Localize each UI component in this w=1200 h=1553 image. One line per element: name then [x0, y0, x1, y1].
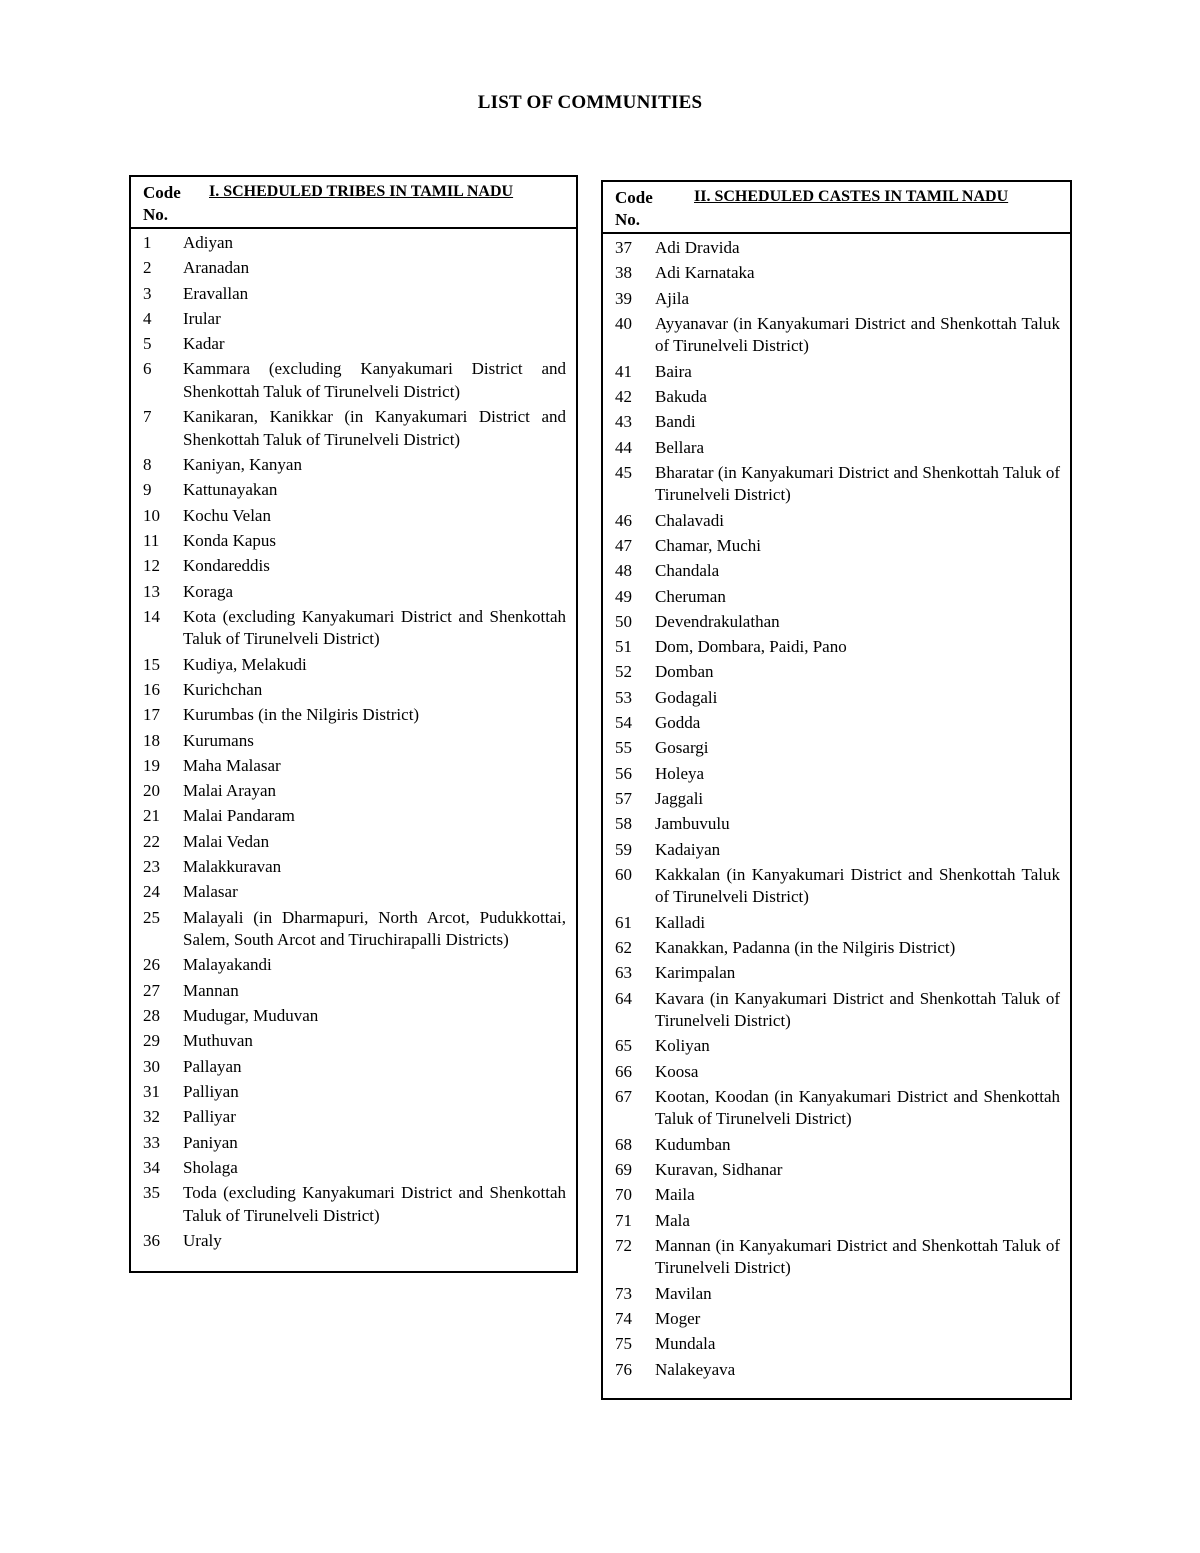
code-number: 15 [143, 654, 160, 674]
community-name: Devendrakulathan [655, 611, 780, 631]
code-number: 23 [143, 857, 160, 877]
list-item [143, 805, 566, 828]
community-name: Baira [655, 361, 692, 381]
code-number: 68 [615, 1134, 632, 1154]
code-number: 63 [615, 963, 632, 983]
community-name: Kuravan, Sidhanar [655, 1160, 783, 1179]
community-name: Adi Dravida [655, 238, 740, 257]
community-name: Kurumbas (in the Nilgiris District) [183, 705, 420, 725]
community-name: Kurumans [183, 730, 254, 750]
code-number: 3 [143, 283, 152, 303]
community-name: Mannan (in Kanyakumari District and Shenkottah Taluk of Tirunelveli District) [655, 1235, 1060, 1278]
list-item [615, 586, 1060, 609]
scheduled-tribes-list [131, 229, 576, 1252]
community-name: Muthuvan [183, 1031, 253, 1051]
community-name: Aranadan [183, 258, 250, 278]
code-no-header [615, 187, 653, 231]
list-item [143, 881, 566, 904]
list-item [143, 505, 566, 528]
code-number: 11 [143, 530, 160, 550]
code-number: 32 [143, 1107, 160, 1127]
list-item [615, 1134, 1060, 1157]
community-name: Koosa [655, 1061, 699, 1081]
community-name: Eravallan [183, 283, 249, 303]
community-name: Holeya [655, 763, 705, 783]
page-title: LIST OF COMMUNITIES [477, 92, 703, 113]
community-name: Bandi [655, 412, 696, 432]
code-number: 9 [143, 480, 152, 500]
code-number: 60 [615, 864, 632, 884]
code-number: 49 [615, 586, 632, 606]
list-item [143, 907, 566, 952]
code-number: 5 [143, 334, 152, 354]
community-name: Malayakandi [183, 955, 272, 975]
code-number: 47 [615, 535, 632, 555]
list-item [143, 454, 566, 477]
code-number: 48 [615, 561, 632, 581]
code-number: 59 [615, 839, 632, 859]
code-number: 52 [615, 662, 632, 682]
community-name: Kudiya, Melakudi [183, 654, 307, 674]
list-item [615, 535, 1060, 558]
list-item [143, 1081, 566, 1104]
community-name: Maha Malasar [183, 755, 281, 775]
code-number: 12 [143, 556, 160, 576]
list-item [615, 510, 1060, 533]
code-number: 66 [615, 1061, 632, 1081]
code-number: 55 [615, 738, 632, 758]
code-number: 56 [615, 763, 632, 783]
code-number: 72 [615, 1235, 632, 1255]
code-number: 57 [615, 788, 632, 808]
list-item [143, 1132, 566, 1155]
community-name: Jaggali [655, 788, 704, 808]
community-name: Sholaga [183, 1157, 238, 1177]
community-name: Kanikaran, Kanikkar (in Kanyakumari District and Shenkottah Taluk of Tirunelveli District) [183, 407, 566, 449]
list-item [615, 262, 1060, 285]
list-item [615, 712, 1060, 735]
community-name: Kakkalan (in Kanyakumari District and Shenkottah Taluk of Tirunelveli District) [655, 864, 1060, 907]
list-item [143, 856, 566, 879]
no-label: No. [143, 205, 169, 224]
list-item [615, 763, 1060, 786]
list-item [615, 560, 1060, 583]
list-item [615, 437, 1060, 460]
community-name: Bakuda [655, 386, 707, 406]
list-item [615, 1359, 1060, 1382]
list-item [143, 980, 566, 1003]
list-item [143, 308, 566, 331]
code-number: 6 [143, 359, 152, 379]
list-item [615, 962, 1060, 985]
list-item [615, 1159, 1060, 1182]
community-name: Gosargi [655, 738, 709, 758]
code-number: 53 [615, 687, 632, 707]
community-name: Mavilan [655, 1283, 712, 1303]
code-number: 39 [615, 288, 632, 308]
code-number: 54 [615, 713, 632, 733]
list-item [143, 1005, 566, 1028]
community-name: Pallayan [183, 1056, 242, 1076]
code-number: 46 [615, 510, 632, 530]
code-number: 40 [615, 313, 632, 333]
code-label: Code [143, 183, 181, 202]
community-name: Palliyar [183, 1107, 236, 1127]
community-name: Ayyanavar (in Kanyakumari District and Shenkottah Taluk of Tirunelveli District) [655, 313, 1060, 356]
list-item [143, 654, 566, 677]
community-name: Koraga [183, 581, 234, 601]
list-item [615, 1035, 1060, 1058]
code-number: 13 [143, 581, 160, 601]
community-name: Malai Arayan [183, 781, 276, 801]
scheduled-tribes-header [131, 177, 576, 229]
code-number: 62 [615, 937, 632, 957]
scheduled-tribes-table [129, 175, 578, 1273]
list-item [615, 361, 1060, 384]
community-name: Kadaiyan [655, 839, 721, 859]
list-item [143, 530, 566, 553]
code-number: 33 [143, 1132, 160, 1152]
list-item [143, 730, 566, 753]
code-number: 42 [615, 386, 632, 406]
list-item [143, 755, 566, 778]
community-name: Chamar, Muchi [655, 535, 762, 555]
community-name: Godda [655, 713, 701, 733]
list-item [143, 1230, 566, 1253]
scheduled-castes-table [601, 180, 1072, 1400]
code-number: 37 [615, 238, 632, 257]
code-number: 30 [143, 1056, 160, 1076]
community-name: Cheruman [655, 586, 726, 606]
list-item [615, 1061, 1060, 1084]
list-item [615, 937, 1060, 960]
list-item [615, 661, 1060, 684]
list-item [615, 611, 1060, 634]
code-number: 29 [143, 1031, 160, 1051]
code-number: 26 [143, 955, 160, 975]
code-number: 50 [615, 611, 632, 631]
list-item [143, 954, 566, 977]
list-item [143, 479, 566, 502]
community-name: Mala [655, 1210, 690, 1230]
community-name: Bharatar (in Kanyakumari District and Shenkottah Taluk of Tirunelveli District) [655, 462, 1060, 505]
community-name: Dom, Dombara, Paidi, Pano [655, 637, 847, 657]
code-number: 71 [615, 1210, 632, 1230]
code-number: 76 [615, 1359, 632, 1379]
community-name: Paniyan [183, 1132, 238, 1152]
community-name: Moger [655, 1308, 701, 1328]
list-item [615, 462, 1060, 507]
list-item [615, 288, 1060, 311]
list-item [615, 386, 1060, 409]
list-item [143, 606, 566, 651]
code-number: 16 [143, 679, 160, 699]
community-name: Bellara [655, 437, 705, 457]
community-name: Malai Vedan [183, 831, 270, 851]
scheduled-castes-heading: II. SCHEDULED CASTES IN TAMIL NADU [694, 188, 1009, 205]
code-number: 41 [615, 361, 632, 381]
list-item [143, 1056, 566, 1079]
code-number: 24 [143, 882, 160, 902]
code-number: 31 [143, 1081, 160, 1101]
code-number: 10 [143, 505, 160, 525]
community-name: Toda (excluding Kanyakumari District and Shenkottah Taluk of Tirunelveli District) [183, 1183, 566, 1225]
code-number: 36 [143, 1230, 160, 1250]
community-name: Adi Karnataka [655, 263, 755, 283]
community-name: Ajila [655, 288, 689, 308]
list-item [615, 313, 1060, 358]
community-name: Kaniyan, Kanyan [183, 455, 302, 475]
list-item [143, 555, 566, 578]
list-item [143, 831, 566, 854]
community-name: Konda Kapus [183, 530, 277, 550]
list-item [615, 636, 1060, 659]
community-name: Kurichchan [183, 679, 263, 699]
code-number: 35 [143, 1183, 160, 1203]
list-item [143, 780, 566, 803]
community-name: Malai Pandaram [183, 806, 295, 826]
list-item [143, 679, 566, 702]
community-name: Malasar [183, 882, 238, 902]
code-number: 70 [615, 1185, 632, 1205]
community-name: Uraly [183, 1230, 222, 1250]
community-name: Adiyan [183, 233, 234, 252]
code-number: 34 [143, 1157, 160, 1177]
list-item [143, 283, 566, 306]
community-name: Kalladi [655, 912, 706, 932]
code-number: 4 [143, 308, 152, 328]
list-item [615, 788, 1060, 811]
list-item [143, 581, 566, 604]
code-number: 69 [615, 1160, 632, 1179]
community-name: Maila [655, 1185, 695, 1205]
community-name: Kootan, Koodan (in Kanyakumari District and Shenkottah Taluk of Tirunelveli District) [655, 1086, 1060, 1129]
code-number: 61 [615, 912, 632, 932]
code-number: 51 [615, 637, 632, 657]
list-item [615, 411, 1060, 434]
community-name: Malakkuravan [183, 857, 282, 877]
scheduled-tribes-heading: I. SCHEDULED TRIBES IN TAMIL NADU [209, 183, 514, 200]
community-name: Nalakeyava [655, 1359, 736, 1379]
list-item [615, 864, 1060, 909]
community-name: Kattunayakan [183, 480, 278, 500]
community-name: Mudugar, Muduvan [183, 1006, 319, 1026]
list-item [615, 1086, 1060, 1131]
code-number: 44 [615, 437, 632, 457]
community-name: Palliyan [183, 1081, 239, 1101]
list-item [143, 333, 566, 356]
list-item [615, 237, 1060, 260]
community-name: Chandala [655, 561, 720, 581]
code-number: 14 [143, 606, 160, 626]
scheduled-castes-list [603, 234, 1070, 1381]
community-name: Godagali [655, 687, 718, 707]
code-label: Code [615, 188, 653, 207]
code-number: 65 [615, 1036, 632, 1056]
code-number: 64 [615, 988, 632, 1008]
code-number: 20 [143, 781, 160, 801]
community-name: Koliyan [655, 1036, 710, 1056]
list-item [615, 813, 1060, 836]
community-name: Kudumban [655, 1134, 731, 1154]
community-name: Kochu Velan [183, 505, 271, 525]
list-item [615, 1184, 1060, 1207]
code-number: 18 [143, 730, 160, 750]
code-number: 8 [143, 455, 152, 475]
community-name: Jambuvulu [655, 814, 730, 834]
code-number: 73 [615, 1283, 632, 1303]
code-number: 19 [143, 755, 160, 775]
list-item [615, 1333, 1060, 1356]
list-item [143, 232, 566, 255]
list-item [615, 839, 1060, 862]
code-number: 25 [143, 907, 160, 927]
no-label: No. [615, 210, 641, 229]
list-item [143, 1106, 566, 1129]
community-name: Irular [183, 308, 221, 328]
code-number: 67 [615, 1086, 632, 1106]
community-name: Kadar [183, 334, 225, 354]
code-number: 75 [615, 1334, 632, 1354]
list-item [615, 737, 1060, 760]
list-item [615, 988, 1060, 1033]
scheduled-castes-header [603, 182, 1070, 234]
community-name: Malayali (in Dharmapuri, North Arcot, Pudukkottai, Salem, South Arcot and Tiruchirapalli Districts) [183, 907, 566, 950]
code-number: 2 [143, 258, 152, 278]
list-item [143, 406, 566, 451]
list-item [143, 704, 566, 727]
code-number: 27 [143, 980, 160, 1000]
list-item [615, 687, 1060, 710]
code-number: 28 [143, 1006, 160, 1026]
code-number: 43 [615, 412, 632, 432]
list-item [615, 1308, 1060, 1331]
code-number: 45 [615, 462, 632, 482]
code-number: 74 [615, 1308, 632, 1328]
list-item [143, 358, 566, 403]
list-item [615, 1283, 1060, 1306]
code-number: 21 [143, 806, 160, 826]
list-item [143, 1157, 566, 1180]
list-item [143, 257, 566, 280]
code-number: 22 [143, 831, 160, 851]
list-item [143, 1182, 566, 1227]
code-number: 58 [615, 814, 632, 834]
community-name: Domban [655, 662, 714, 682]
community-name: Chalavadi [655, 510, 724, 530]
list-item [143, 1030, 566, 1053]
list-item [615, 912, 1060, 935]
community-name: Kavara (in Kanyakumari District and Shenkottah Taluk of Tirunelveli District) [655, 988, 1060, 1031]
community-name: Kondareddis [183, 556, 270, 576]
community-name: Mannan [183, 980, 239, 1000]
list-item [615, 1210, 1060, 1233]
code-number: 38 [615, 263, 632, 283]
community-name: Kota (excluding Kanyakumari District and Shenkottah Taluk of Tirunelveli District) [183, 606, 566, 649]
list-item [615, 1235, 1060, 1280]
code-no-header [143, 182, 181, 226]
community-name: Karimpalan [655, 963, 736, 983]
code-number: 1 [143, 233, 152, 252]
community-name: Kanakkan, Padanna (in the Nilgiris District) [655, 937, 956, 957]
community-name: Kammara (excluding Kanyakumari District and Shenkottah Taluk of Tirunelveli District) [183, 359, 566, 401]
community-name: Mundala [655, 1334, 716, 1354]
code-number: 7 [143, 407, 152, 427]
code-number: 17 [143, 705, 160, 725]
